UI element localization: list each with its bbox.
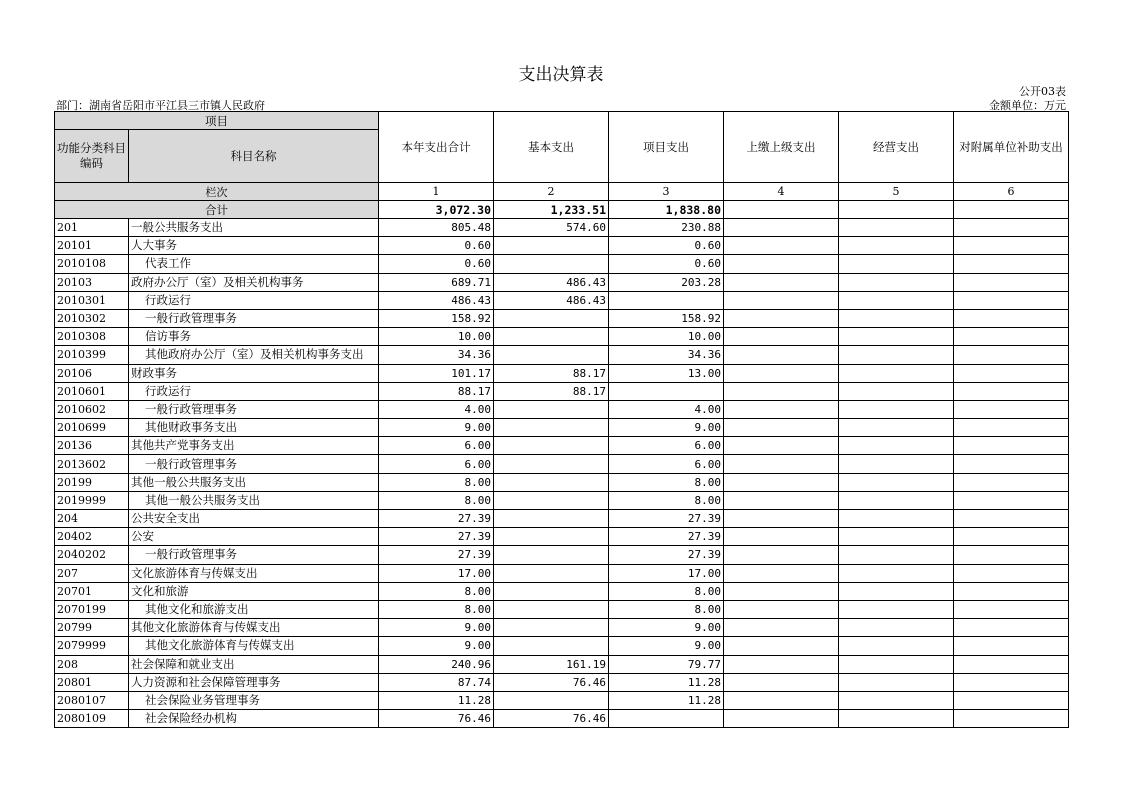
row-value: 76.46 — [379, 710, 494, 728]
row-value — [724, 291, 839, 309]
row-name: 行政运行 — [129, 291, 379, 309]
row-value: 27.39 — [609, 510, 724, 528]
row-name: 其他文化旅游体育与传媒支出 — [129, 619, 379, 637]
row-value — [494, 309, 609, 327]
row-value — [494, 600, 609, 618]
row-code: 20799 — [55, 619, 129, 637]
row-value: 8.00 — [379, 491, 494, 509]
table-row — [55, 691, 1069, 709]
row-value — [724, 600, 839, 618]
row-value: 34.36 — [609, 346, 724, 364]
report-title: 支出决算表 — [518, 65, 604, 85]
row-value — [839, 528, 954, 546]
row-value: 4.00 — [379, 400, 494, 418]
table-row — [55, 582, 1069, 600]
row-value — [724, 655, 839, 673]
row-value: 9.00 — [609, 619, 724, 637]
row-value — [839, 600, 954, 618]
row-value — [954, 364, 1069, 382]
row-code: 207 — [55, 564, 129, 582]
row-value: 8.00 — [609, 491, 724, 509]
row-value: 0.60 — [609, 255, 724, 273]
row-value: 88.17 — [494, 382, 609, 400]
row-value — [954, 510, 1069, 528]
row-value — [954, 637, 1069, 655]
row-code: 20136 — [55, 437, 129, 455]
row-value: 10.00 — [379, 328, 494, 346]
row-code: 20801 — [55, 673, 129, 691]
row-value — [494, 328, 609, 346]
row-value: 8.00 — [609, 600, 724, 618]
table-row — [55, 619, 1069, 637]
header-name: 科目名称 — [129, 130, 379, 183]
row-value — [724, 237, 839, 255]
row-value: 486.43 — [494, 273, 609, 291]
row-code: 2010601 — [55, 382, 129, 400]
header-item-group: 项目 — [55, 112, 379, 130]
row-value: 240.96 — [379, 655, 494, 673]
total-value: 3,072.30 — [379, 201, 494, 219]
row-name: 其他共产党事务支出 — [129, 437, 379, 455]
row-value — [724, 564, 839, 582]
table-row — [55, 346, 1069, 364]
row-value — [839, 510, 954, 528]
row-value — [839, 710, 954, 728]
row-value: 230.88 — [609, 219, 724, 237]
row-value — [954, 346, 1069, 364]
row-value — [494, 691, 609, 709]
row-name: 一般公共服务支出 — [129, 219, 379, 237]
table-row — [55, 491, 1069, 509]
row-value — [494, 255, 609, 273]
row-value: 9.00 — [379, 419, 494, 437]
row-value — [724, 419, 839, 437]
table-row — [55, 291, 1069, 309]
row-value: 6.00 — [379, 437, 494, 455]
row-code: 20701 — [55, 582, 129, 600]
row-value: 11.28 — [379, 691, 494, 709]
table-row — [55, 510, 1069, 528]
row-value — [954, 546, 1069, 564]
row-name: 政府办公厅（室）及相关机构事务 — [129, 273, 379, 291]
row-code: 2010301 — [55, 291, 129, 309]
row-name: 社会保险业务管理事务 — [129, 691, 379, 709]
row-value — [954, 655, 1069, 673]
row-value: 9.00 — [379, 619, 494, 637]
table-row — [55, 455, 1069, 473]
row-value: 27.39 — [609, 546, 724, 564]
row-value — [494, 510, 609, 528]
row-value — [724, 364, 839, 382]
row-value: 13.00 — [609, 364, 724, 382]
table-row — [55, 637, 1069, 655]
index-col: 6 — [954, 183, 1069, 201]
row-value — [724, 273, 839, 291]
index-col: 1 — [379, 183, 494, 201]
index-col: 4 — [724, 183, 839, 201]
row-value — [494, 473, 609, 491]
row-value — [724, 510, 839, 528]
row-value — [839, 328, 954, 346]
row-value — [494, 637, 609, 655]
row-code: 208 — [55, 655, 129, 673]
row-value: 9.00 — [609, 419, 724, 437]
row-name: 社会保险经办机构 — [129, 710, 379, 728]
row-value — [954, 382, 1069, 400]
row-value — [839, 382, 954, 400]
row-value: 158.92 — [609, 309, 724, 327]
row-value — [839, 364, 954, 382]
row-value: 27.39 — [379, 528, 494, 546]
row-value — [839, 582, 954, 600]
table-row — [55, 328, 1069, 346]
form-number: 公开03表 — [1019, 85, 1066, 98]
table-row — [55, 273, 1069, 291]
department-label: 部门：湖南省岳阳市平江县三市镇人民政府 — [56, 99, 265, 112]
row-name: 人大事务 — [129, 237, 379, 255]
row-value — [954, 328, 1069, 346]
row-name: 其他文化和旅游支出 — [129, 600, 379, 618]
row-value: 805.48 — [379, 219, 494, 237]
row-value — [839, 691, 954, 709]
row-value — [954, 710, 1069, 728]
table-row — [55, 382, 1069, 400]
row-value — [724, 382, 839, 400]
header-basic: 基本支出 — [494, 112, 609, 183]
header-total: 本年支出合计 — [379, 112, 494, 183]
row-value — [724, 219, 839, 237]
row-name: 其他一般公共服务支出 — [129, 473, 379, 491]
row-value: 161.19 — [494, 655, 609, 673]
row-value — [954, 237, 1069, 255]
row-value — [609, 710, 724, 728]
table-row — [55, 437, 1069, 455]
row-name: 其他财政事务支出 — [129, 419, 379, 437]
row-name: 文化旅游体育与传媒支出 — [129, 564, 379, 582]
table-row — [55, 673, 1069, 691]
table-row — [55, 564, 1069, 582]
row-value — [494, 237, 609, 255]
row-value — [954, 528, 1069, 546]
table-row — [55, 655, 1069, 673]
row-value — [954, 691, 1069, 709]
row-name: 公共安全支出 — [129, 510, 379, 528]
row-value: 76.46 — [494, 673, 609, 691]
row-value: 11.28 — [609, 673, 724, 691]
row-value: 87.74 — [379, 673, 494, 691]
row-value — [954, 619, 1069, 637]
row-code: 20103 — [55, 273, 129, 291]
row-name: 其他政府办公厅（室）及相关机构事务支出 — [129, 346, 379, 364]
row-value: 6.00 — [379, 455, 494, 473]
row-value — [724, 582, 839, 600]
row-value: 27.39 — [379, 510, 494, 528]
table-body — [55, 219, 1069, 728]
row-value: 8.00 — [379, 582, 494, 600]
total-value: 1,233.51 — [494, 201, 609, 219]
table-row — [55, 237, 1069, 255]
row-code: 20402 — [55, 528, 129, 546]
row-value — [724, 619, 839, 637]
row-value: 6.00 — [609, 455, 724, 473]
row-value: 574.60 — [494, 219, 609, 237]
total-value — [724, 201, 839, 219]
amount-unit-label: 金额单位：万元 — [989, 99, 1066, 112]
row-value — [724, 528, 839, 546]
row-name: 社会保障和就业支出 — [129, 655, 379, 673]
row-value — [724, 691, 839, 709]
row-value — [839, 673, 954, 691]
header-project: 项目支出 — [609, 112, 724, 183]
row-value: 76.46 — [494, 710, 609, 728]
row-value: 79.77 — [609, 655, 724, 673]
row-value — [954, 291, 1069, 309]
row-code: 20199 — [55, 473, 129, 491]
row-value: 17.00 — [609, 564, 724, 582]
row-value — [724, 710, 839, 728]
row-value — [724, 673, 839, 691]
row-value — [494, 619, 609, 637]
row-value — [839, 637, 954, 655]
total-value — [839, 201, 954, 219]
row-value: 8.00 — [609, 582, 724, 600]
row-value — [954, 309, 1069, 327]
row-name: 代表工作 — [129, 255, 379, 273]
row-value — [724, 491, 839, 509]
row-value: 17.00 — [379, 564, 494, 582]
table-row — [55, 309, 1069, 327]
row-code: 2019999 — [55, 491, 129, 509]
row-value — [724, 637, 839, 655]
row-value: 6.00 — [609, 437, 724, 455]
row-value — [494, 564, 609, 582]
table-row — [55, 546, 1069, 564]
row-value — [724, 455, 839, 473]
row-name: 一般行政管理事务 — [129, 400, 379, 418]
row-value — [954, 437, 1069, 455]
row-value — [494, 400, 609, 418]
row-value: 34.36 — [379, 346, 494, 364]
row-value — [839, 473, 954, 491]
row-value — [954, 582, 1069, 600]
index-col: 2 — [494, 183, 609, 201]
row-name: 文化和旅游 — [129, 582, 379, 600]
index-col: 3 — [609, 183, 724, 201]
row-value: 486.43 — [379, 291, 494, 309]
row-value — [954, 491, 1069, 509]
row-value — [839, 219, 954, 237]
row-value: 0.60 — [379, 255, 494, 273]
row-value: 11.28 — [609, 691, 724, 709]
row-name: 一般行政管理事务 — [129, 546, 379, 564]
row-value — [954, 400, 1069, 418]
row-value — [494, 437, 609, 455]
row-value: 88.17 — [494, 364, 609, 382]
row-value — [954, 600, 1069, 618]
row-value — [724, 309, 839, 327]
row-value: 27.39 — [379, 546, 494, 564]
table-row — [55, 600, 1069, 618]
table-row — [55, 400, 1069, 418]
table-row — [55, 255, 1069, 273]
row-value — [839, 491, 954, 509]
row-code: 20101 — [55, 237, 129, 255]
row-value: 203.28 — [609, 273, 724, 291]
row-code: 201 — [55, 219, 129, 237]
total-row-label: 合计 — [55, 201, 379, 219]
table-row — [55, 419, 1069, 437]
row-value — [724, 255, 839, 273]
row-code: 2070199 — [55, 600, 129, 618]
total-value — [954, 201, 1069, 219]
row-value: 158.92 — [379, 309, 494, 327]
row-value — [839, 346, 954, 364]
row-value: 4.00 — [609, 400, 724, 418]
row-name: 财政事务 — [129, 364, 379, 382]
row-name: 一般行政管理事务 — [129, 455, 379, 473]
row-value: 9.00 — [379, 637, 494, 655]
row-value — [494, 528, 609, 546]
index-row-label: 栏次 — [55, 183, 379, 201]
table-row — [55, 528, 1069, 546]
row-value — [724, 328, 839, 346]
row-value — [839, 655, 954, 673]
row-code: 2079999 — [55, 637, 129, 655]
row-value: 9.00 — [609, 637, 724, 655]
row-value — [954, 255, 1069, 273]
row-name: 信访事务 — [129, 328, 379, 346]
row-code: 204 — [55, 510, 129, 528]
row-code: 2080107 — [55, 691, 129, 709]
index-col: 5 — [839, 183, 954, 201]
row-name: 公安 — [129, 528, 379, 546]
row-value: 0.60 — [609, 237, 724, 255]
row-value — [839, 273, 954, 291]
row-value — [839, 437, 954, 455]
row-name: 行政运行 — [129, 382, 379, 400]
row-value: 8.00 — [379, 600, 494, 618]
row-value: 0.60 — [379, 237, 494, 255]
row-value — [609, 291, 724, 309]
row-value — [839, 400, 954, 418]
row-value — [724, 346, 839, 364]
row-value — [954, 473, 1069, 491]
row-code: 2010399 — [55, 346, 129, 364]
row-value: 88.17 — [379, 382, 494, 400]
row-code: 2040202 — [55, 546, 129, 564]
row-value — [954, 564, 1069, 582]
row-value — [494, 346, 609, 364]
row-value — [839, 237, 954, 255]
row-value — [839, 546, 954, 564]
header-upper: 上缴上级支出 — [724, 112, 839, 183]
row-code: 2010108 — [55, 255, 129, 273]
row-value — [494, 546, 609, 564]
row-value — [839, 255, 954, 273]
table-row — [55, 219, 1069, 237]
row-value: 486.43 — [494, 291, 609, 309]
row-value: 8.00 — [609, 473, 724, 491]
row-value: 10.00 — [609, 328, 724, 346]
row-value — [724, 546, 839, 564]
expenditure-table — [54, 111, 1069, 728]
row-value — [954, 419, 1069, 437]
table-row — [55, 473, 1069, 491]
row-value — [839, 419, 954, 437]
row-value — [609, 382, 724, 400]
row-code: 20106 — [55, 364, 129, 382]
table-row — [55, 710, 1069, 728]
row-code: 2010308 — [55, 328, 129, 346]
row-value — [724, 473, 839, 491]
row-code: 2010302 — [55, 309, 129, 327]
row-value — [494, 419, 609, 437]
table-row — [55, 364, 1069, 382]
row-value — [724, 400, 839, 418]
row-value — [954, 273, 1069, 291]
row-name: 其他文化旅游体育与传媒支出 — [129, 637, 379, 655]
row-value — [839, 619, 954, 637]
row-value — [954, 673, 1069, 691]
row-code: 2080109 — [55, 710, 129, 728]
row-value — [494, 455, 609, 473]
total-value: 1,838.80 — [609, 201, 724, 219]
header-subsidy: 对附属单位补助支出 — [954, 112, 1069, 183]
header-business: 经营支出 — [839, 112, 954, 183]
row-value — [494, 491, 609, 509]
row-name: 其他一般公共服务支出 — [129, 491, 379, 509]
row-value — [839, 564, 954, 582]
row-name: 一般行政管理事务 — [129, 309, 379, 327]
row-value — [839, 291, 954, 309]
row-code: 2013602 — [55, 455, 129, 473]
row-value: 27.39 — [609, 528, 724, 546]
row-name: 人力资源和社会保障管理事务 — [129, 673, 379, 691]
row-code: 2010699 — [55, 419, 129, 437]
row-value: 8.00 — [379, 473, 494, 491]
row-value — [839, 309, 954, 327]
header-code: 功能分类科目编码 — [55, 130, 129, 183]
row-value: 689.71 — [379, 273, 494, 291]
row-value — [724, 437, 839, 455]
row-value: 101.17 — [379, 364, 494, 382]
row-value — [954, 455, 1069, 473]
row-value — [954, 219, 1069, 237]
row-value — [494, 582, 609, 600]
row-code: 2010602 — [55, 400, 129, 418]
row-value — [839, 455, 954, 473]
